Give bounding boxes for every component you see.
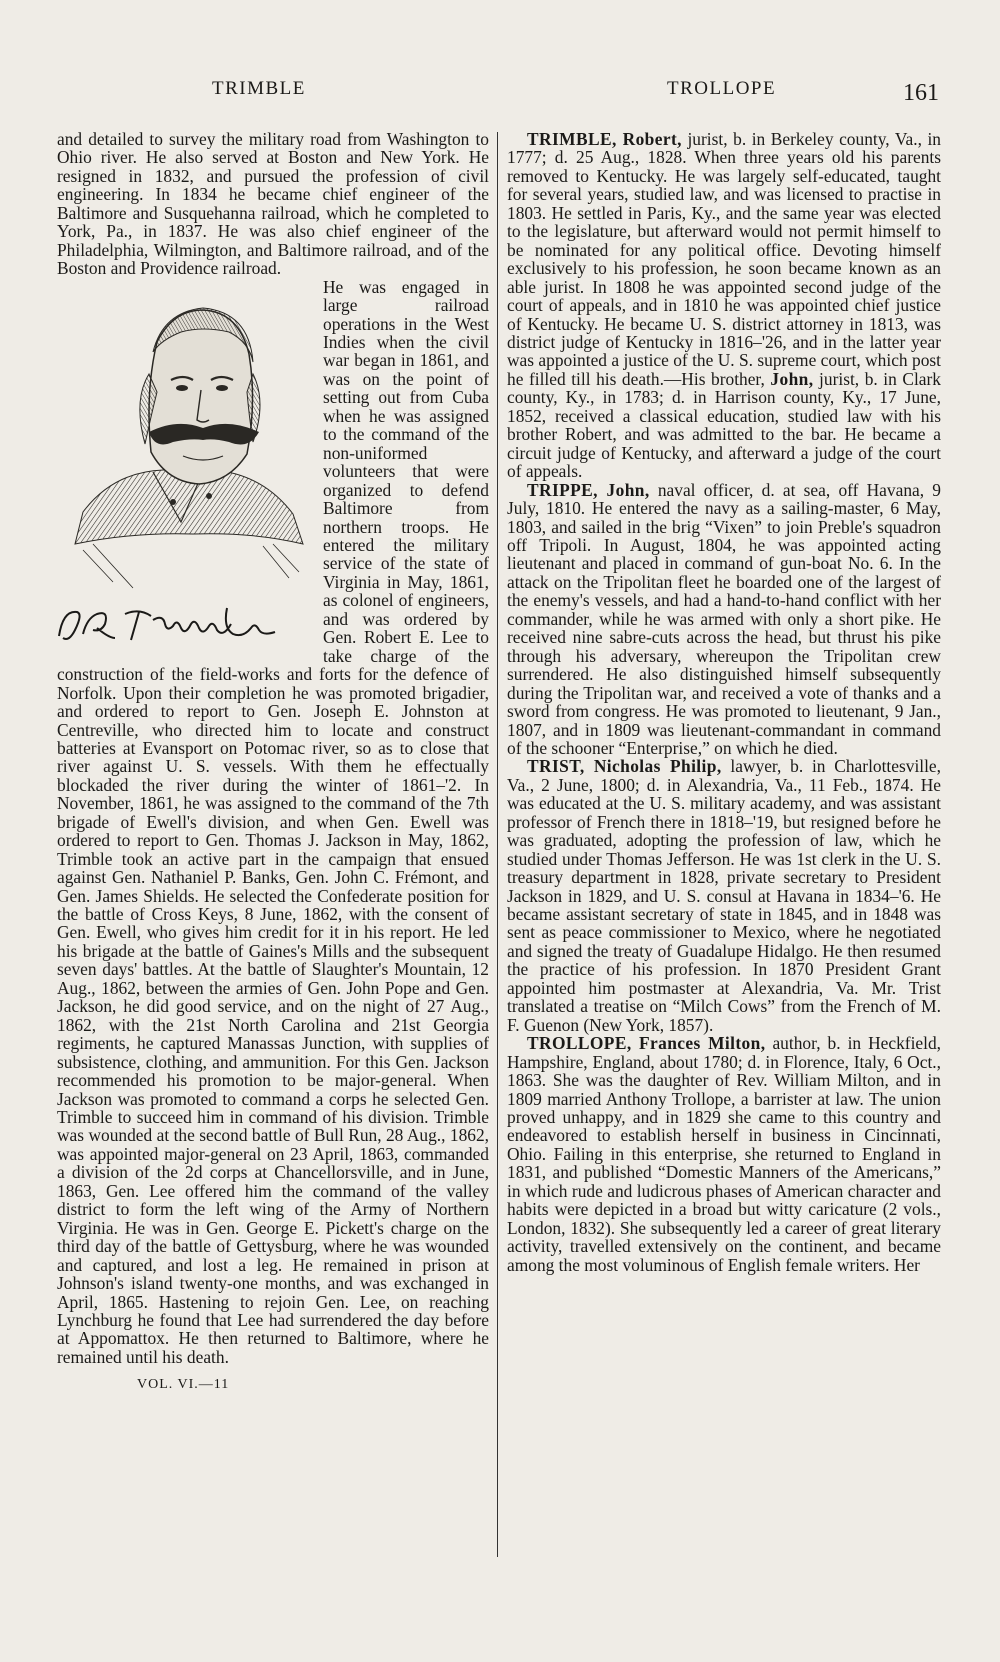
volume-signature-mark: VOL. VI.—11 <box>137 1377 230 1393</box>
entry-text: lawyer, b. in Charlottesville, Va., 2 June, 1800; d. in Alexandria, Va., 11 Feb., 1874. He was educated at the U. S. military academy, and was assistant professor of French there in 1818–'19, but resigned before he was graduated, adopting the profession of law, which he studied under Thomas Jefferson. He was 1st clerk in the U. S. treasury department in 1828, private secretary to President Jackson in 1829, and U. S. consul at Havana in 1834–'6. He became assistant secretary of state in 1845, and in 1848 was sent as peace commissioner to Mexico, where he negotiated and signed the treaty of Guadalupe Hidalgo. He then resumed the practice of his profession. In 1870 President Grant appointed him postmaster at Alexandria, Va. Mr. Trist translated a treatise on “Milch Cows” from the French of M. F. Guenon (New York, 1857). <box>507 756 941 1035</box>
trimble-intro-paragraph: and detailed to survey the military road from Washington to Ohio river. He also served at Boston and New York. He resigned in 1832, and pursued the profession of civil engineering. In 1834 he became chief engineer of the Baltimore and Susquehanna railroad, which he completed to York, Pa., in 1837. He was also chief engineer of the Philadelphia, Wilmington, and Baltimore railroad, and of the Boston and Providence railroad. <box>57 130 489 279</box>
headword-trollope-frances: TROLLOPE, Frances Milton, <box>527 1033 766 1054</box>
entry-trollope-frances <box>507 1034 941 1274</box>
trimble-main-paragraph: He was engaged in large railroad operations in the West Indies when the civil war began in 1861, and was on the point of setting out from Cuba when he was assigned to the command of the non-uniformed volunteers that were organized to defend Baltimore from northern troops. He entered the military service of the state of Virginia in May, 1861, as colonel of engineers, and was ordered by Gen. Robert E. Lee to take charge of the construction of the field-works and forts for the defence of Norfolk. Upon their completion he was promoted brigadier, and ordered to report to Gen. Joseph E. Johnston at Centreville, who directed him to locate and construct batteries at Evansport on Potomac river, so as to close that river against U. S. vessels. With them he effectually blockaded the river during the winter of 1861–'2. In November, 1861, he was assigned to the command of the 7th brigade of Ewell's division, and when Gen. Ewell was ordered to report to Gen. Thomas J. Jackson in May, 1862, Trimble took an active part in the campaign that ensued against Gen. Nathaniel P. Banks, Gen. John C. Frémont, and Gen. James Shields. He selected the Confederate position for the battle of Cross Keys, 8 June, 1862, with the consent of Gen. Ewell, who gives him credit for it in his report. He led his brigade at the battle of Gaines's Mills and the subsequent seven days' battles. At the battle of Slaughter's Mountain, 12 Aug., 1862, between the armies of Gen. John Pope and Gen. Jackson, he did good service, and on the night of 27 Aug., 1862, with the 21st North Carolina and 21st Georgia regiments, he captured Manassas Junction, with supplies of subsistence, clothing, and ammunition. For this Gen. Jackson recommended his promotion to be major-general. When Jackson was promoted to command a corps he selected Gen. Trimble to succeed him in command of his division. Trimble was wounded at the second battle of Bull Run, 28 Aug., 1862, was appointed major-general on 23 April, 1863, commanded a division of the 2d corps at Chancellorsville, and in June, 1863, Gen. Lee offered him the command of the valley district to form the left wing of the Army of Northern Virginia. He was in Gen. George E. Pickett's charge on the third day of the battle of Gettysburg, where he was wounded and captured, and lost a leg. He remained in prison at Johnson's island twenty-one months, and was exchanged in April, 1865. Hastening to rejoin Gen. Lee, on reaching Lynchburg he found that Lee had surrendered the day before at Appomattox. He then returned to Baltimore, where he remained until his death. <box>57 276 489 1367</box>
left-column <box>57 130 489 1570</box>
entry-trippe-john <box>507 481 941 758</box>
portrait-engraving <box>57 282 315 654</box>
entry-text-continued: jurist, b. in Clark county, Ky., in 1783; d. in Harrison county, Ky., 17 June, 1852, received a classical education, studied law with his brother Robert, and was admitted to the bar. He became a circuit judge of Kentucky, and afterward a judge of the court of appeals. <box>507 368 941 482</box>
running-head-right: TROLLOPE <box>667 78 777 99</box>
column-divider <box>497 132 498 1557</box>
right-column <box>507 130 941 1570</box>
entry-text: naval officer, d. at sea, off Havana, 9 July, 1810. He entered the navy as a sailing-master, 6 May, 1803, and sailed in the brig “Vixen” to join Preble's squadron off Tripoli. In August, 1804, he was appointed acting lieutenant and placed in command of gun-boat No. 6. In the attack on the Tripolitan fleet he boarded one of the largest of the enemy's vessels, and had a hand-to-hand conflict with her commander, while he was armed with only a short pike. He received nine sabre-cuts across the head, but thrust his pike through his adversary, whereupon the Tripolitan crew surrendered. He also distinguished himself subsequently during the Tripolitan war, and received a vote of thanks and a sword from congress. He was promoted to lieutenant, 9 Jan., 1807, and in 1809 was lieutenant-commandant in command of the schooner “Enterprise,” on which he died. <box>507 479 941 758</box>
headword-trist-nicholas: TRIST, Nicholas Philip, <box>527 756 722 777</box>
page-number: 161 <box>903 80 939 106</box>
entry-text: author, b. in Heckfield, Hampshire, England, about 1780; d. in Florence, Italy, 6 Oct., 1863. She was the daughter of Rev. William Milton, and in 1809 married Anthony Trollope, a barrister at law. The union proved unhappy, and in 1829 she came to this country and endeavored to establish herself in business in Cincinnati, Ohio. Failing in this enterprise, she returned to England in 1831, and published “Domestic Manners of the Americans,” in which rude and ludicrous phases of American character and habits were depicted in a broad but witty caricature (2 vols., London, 1832). She subsequently led a career of great literary activity, travelled extensively on the continent, and became among the most voluminous of English female writers. Her <box>507 1033 941 1275</box>
entry-trist-nicholas <box>507 757 941 1034</box>
subheadword-john: John, <box>770 368 814 389</box>
running-head-left: TRIMBLE <box>212 78 306 99</box>
headword-trippe-john: TRIPPE, John, <box>527 479 650 500</box>
entry-trimble-robert <box>507 130 941 481</box>
signature-autograph <box>57 598 315 648</box>
entry-text: jurist, b. in Berkeley county, Va., in 1777; d. 25 Aug., 1828. When three years old his parents removed to Kentucky. He was largely self-educated, taught for several years, studied law, and was licensed to practise in 1803. He settled in Paris, Ky., and the same year was elected to the legislature, but afterward would not permit himself to be nominated for any political office. Devoting himself exclusively to his profession, he soon became known as an able jurist. In 1808 he was appointed second judge of the court of appeals, and in 1810 he was appointed chief justice of Kentucky. He became U. S. district attorney in 1813, was district judge of Kentucky in 1816–'26, and in the latter year was appointed a justice of the U. S. supreme court, which post he filled till his death.—His brother, <box>507 130 941 389</box>
headword-trimble-robert: TRIMBLE, Robert, <box>527 130 682 149</box>
